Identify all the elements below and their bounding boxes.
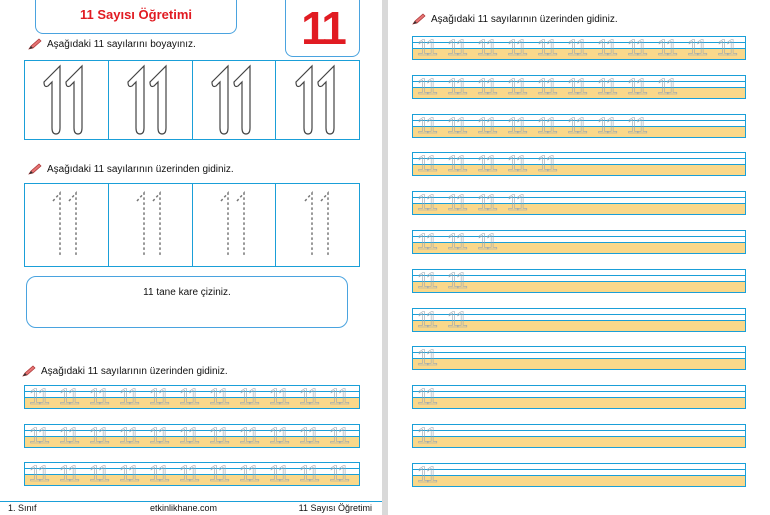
- trace-digit: 11: [477, 74, 496, 99]
- trace-digit: 11: [417, 385, 436, 410]
- trace-strip[interactable]: [24, 462, 360, 486]
- trace-strip[interactable]: [412, 463, 746, 487]
- trace-digit: 11: [299, 462, 318, 486]
- trace-digit: 11: [119, 424, 138, 448]
- trace-digit: 11: [29, 385, 48, 409]
- outlined-number-11[interactable]: [288, 62, 348, 138]
- trace-digit: 11: [657, 36, 676, 60]
- footer-left: [0, 501, 382, 515]
- trace-digit: 11: [179, 462, 198, 486]
- trace-digit: 11: [507, 113, 526, 138]
- outlined-number-11[interactable]: [120, 62, 180, 138]
- dotted-number-11[interactable]: [298, 187, 338, 263]
- paint-cell[interactable]: [109, 61, 193, 139]
- trace-cell[interactable]: [109, 184, 193, 266]
- instruction-right: [412, 13, 618, 25]
- instruction-trace-1: [28, 163, 234, 175]
- instruction-paint-text: Aşağıdaki 11 sayılarını boyayınız.: [47, 38, 196, 50]
- instruction-trace-2: [22, 365, 228, 377]
- paint-grid: [24, 60, 360, 140]
- pencil-icon: [22, 365, 36, 377]
- dotted-number-11[interactable]: [214, 187, 254, 263]
- pencil-icon: [28, 163, 42, 175]
- trace-digit: 11: [567, 113, 586, 138]
- trace-digit: 11: [417, 307, 436, 332]
- trace-digit: 11: [209, 462, 228, 486]
- worksheet-page-left: [0, 0, 382, 515]
- paint-cell[interactable]: [25, 61, 109, 139]
- trace-digit: 11: [329, 462, 348, 486]
- trace-digit: 11: [537, 74, 556, 99]
- trace-digit: 11: [179, 385, 198, 409]
- trace-digit: 11: [537, 113, 556, 138]
- trace-digit: 11: [447, 113, 466, 138]
- trace-cell[interactable]: [193, 184, 277, 266]
- trace-digit: 11: [179, 424, 198, 448]
- trace-digit: 11: [417, 230, 436, 254]
- footer-grade: 1. Sınıf: [8, 503, 37, 513]
- trace-strip[interactable]: [412, 152, 746, 176]
- trace-strip[interactable]: [412, 191, 746, 215]
- draw-task-text: 11 tane kare çiziniz.: [143, 287, 231, 298]
- trace-strip[interactable]: [412, 114, 746, 138]
- dotted-number-11[interactable]: [46, 187, 86, 263]
- trace-digit: 11: [417, 462, 436, 487]
- worksheet-title: 11 Sayısı Öğretimi: [35, 0, 237, 34]
- trace-strip[interactable]: [412, 269, 746, 293]
- trace-digit: 11: [417, 36, 436, 60]
- trace-digit: 11: [537, 36, 556, 60]
- trace-digit: 11: [329, 424, 348, 448]
- trace-digit: 11: [477, 152, 496, 177]
- trace-grid: [24, 183, 360, 267]
- trace-digit: 11: [149, 462, 168, 486]
- trace-strip[interactable]: [412, 75, 746, 99]
- trace-digit: 11: [299, 424, 318, 448]
- instruction-trace-1-text: Aşağıdaki 11 sayılarının üzerinden gidiniz.: [47, 163, 234, 175]
- dotted-number-11[interactable]: [130, 187, 170, 263]
- trace-cell[interactable]: [25, 184, 109, 266]
- draw-squares-box[interactable]: [26, 276, 348, 328]
- trace-digit: 11: [627, 74, 646, 99]
- trace-digit: 11: [447, 230, 466, 254]
- trace-digit: 11: [507, 36, 526, 60]
- trace-digit: 11: [209, 385, 228, 409]
- trace-digit: 11: [447, 74, 466, 99]
- outlined-number-11[interactable]: [204, 62, 264, 138]
- trace-digit: 11: [269, 462, 288, 486]
- trace-digit: 11: [149, 424, 168, 448]
- trace-digit: 11: [567, 36, 586, 60]
- pencil-icon: [412, 13, 426, 25]
- trace-digit: 11: [417, 74, 436, 99]
- trace-strip[interactable]: [412, 36, 746, 60]
- trace-digit: 11: [507, 191, 526, 216]
- trace-digit: 11: [447, 191, 466, 216]
- trace-digit: 11: [59, 424, 78, 448]
- trace-digit: 11: [417, 113, 436, 138]
- trace-strip[interactable]: [24, 385, 360, 409]
- trace-digit: 11: [269, 385, 288, 409]
- paint-cell[interactable]: [193, 61, 277, 139]
- trace-digit: 11: [477, 230, 496, 254]
- trace-digit: 11: [507, 74, 526, 99]
- trace-digit: 11: [417, 152, 436, 177]
- trace-digit: 11: [89, 385, 108, 409]
- trace-digit: 11: [507, 152, 526, 177]
- trace-digit: 11: [29, 462, 48, 486]
- trace-digit: 11: [89, 462, 108, 486]
- instruction-trace-2-text: Aşağıdaki 11 sayılarının üzerinden gidiniz.: [41, 365, 228, 377]
- trace-digit: 11: [59, 385, 78, 409]
- trace-digit: 11: [239, 385, 258, 409]
- outlined-number-11[interactable]: [36, 62, 96, 138]
- trace-digit: 11: [687, 36, 706, 60]
- trace-digit: 11: [597, 113, 616, 138]
- trace-digit: 11: [209, 424, 228, 448]
- trace-digit: 11: [89, 424, 108, 448]
- trace-digit: 11: [447, 152, 466, 177]
- instruction-right-text: Aşağıdaki 11 sayılarının üzerinden gidiniz.: [431, 13, 618, 25]
- trace-digit: 11: [567, 74, 586, 99]
- trace-digit: 11: [537, 152, 556, 177]
- trace-digit: 11: [417, 346, 436, 371]
- trace-digit: 11: [269, 424, 288, 448]
- trace-digit: 11: [29, 424, 48, 448]
- trace-digit: 11: [717, 36, 736, 60]
- trace-digit: 11: [329, 385, 348, 409]
- big-number-box: [285, 0, 360, 57]
- trace-digit: 11: [239, 462, 258, 486]
- trace-strip[interactable]: [412, 308, 746, 332]
- trace-digit: 11: [627, 113, 646, 138]
- trace-digit: 11: [119, 385, 138, 409]
- trace-digit: 11: [239, 424, 258, 448]
- trace-digit: 11: [477, 191, 496, 216]
- paint-cell[interactable]: [276, 61, 359, 139]
- trace-strip[interactable]: [412, 346, 746, 370]
- trace-digit: 11: [477, 36, 496, 60]
- pencil-icon: [28, 38, 42, 50]
- trace-strip[interactable]: [412, 230, 746, 254]
- trace-digit: 11: [447, 268, 466, 293]
- trace-strip[interactable]: [412, 424, 746, 448]
- trace-digit: 11: [417, 424, 436, 448]
- big-number: 11: [301, 2, 344, 54]
- trace-digit: 11: [597, 36, 616, 60]
- instruction-paint: [28, 38, 196, 50]
- trace-digit: 11: [149, 385, 168, 409]
- trace-digit: 11: [657, 74, 676, 99]
- trace-digit: 11: [417, 191, 436, 216]
- worksheet-page-right: [388, 0, 770, 515]
- trace-digit: 11: [627, 36, 646, 60]
- footer-site: etkinlikhane.com: [150, 503, 218, 513]
- trace-digit: 11: [299, 385, 318, 409]
- footer-topic: 11 Sayısı Öğretimi: [298, 503, 372, 513]
- trace-digit: 11: [417, 268, 436, 293]
- trace-digit: 11: [447, 36, 466, 60]
- trace-strip[interactable]: [24, 424, 360, 448]
- trace-strip[interactable]: [412, 385, 746, 409]
- trace-digit: 11: [119, 462, 138, 486]
- trace-digit: 11: [477, 113, 496, 138]
- trace-digit: 11: [447, 307, 466, 332]
- trace-digit: 11: [59, 462, 78, 486]
- trace-cell[interactable]: [276, 184, 359, 266]
- trace-digit: 11: [597, 74, 616, 99]
